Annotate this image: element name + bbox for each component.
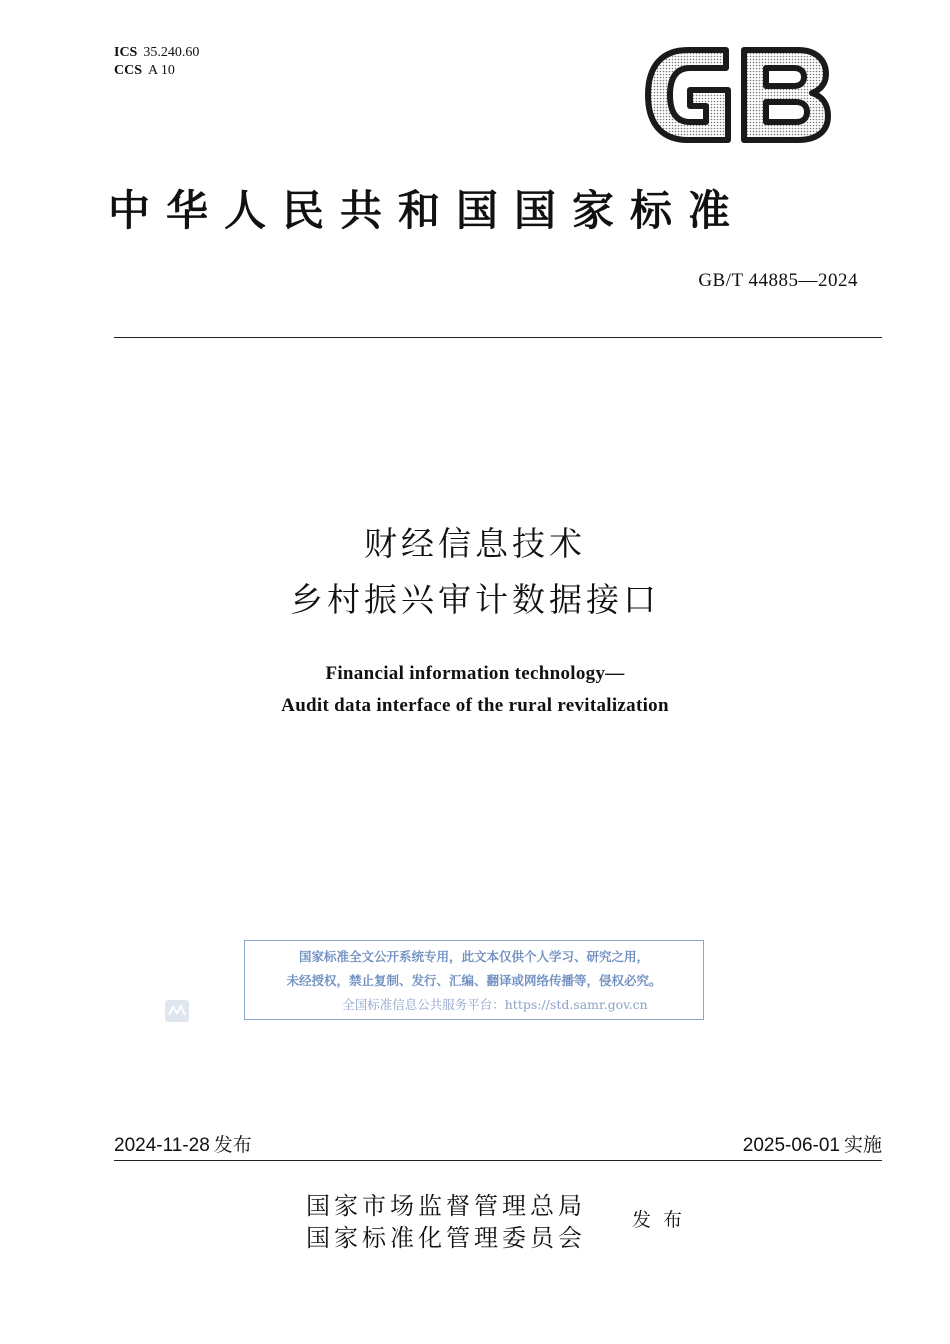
document-title-en-line1: Financial information technology— (325, 663, 625, 684)
top-divider (114, 337, 882, 338)
ics-label: ICS (114, 45, 138, 60)
effective-date-label: 实施 (843, 1134, 882, 1156)
issuer-samr: 国家市场监督管理总局 (306, 1192, 586, 1220)
classification-codes (114, 44, 199, 80)
effective-date-value: 2025-06-01 (742, 1135, 840, 1156)
ccs-label: CCS (114, 63, 143, 78)
ccs-code (114, 62, 199, 80)
issuing-authorities (306, 1190, 586, 1254)
document-title-en (0, 658, 950, 722)
publish-date (114, 1130, 252, 1157)
usage-notice-box (244, 940, 704, 1020)
document-title-zh-line1: 财经信息技术 (364, 524, 586, 563)
notice-line-2: 未经授权，禁止复制、发行、汇编、翻译或网络传播等，侵权必究。 (286, 973, 662, 988)
ccs-value: A 10 (148, 63, 175, 78)
publish-date-value: 2024-11-28 (114, 1135, 210, 1156)
standard-number: GB/T 44885—2024 (698, 270, 858, 291)
document-title-zh (0, 516, 950, 628)
notice-line-1: 国家标准全文公开系统专用，此文本仅供个人学习、研究之用， (298, 949, 649, 964)
issue-label: 发布 (632, 1209, 695, 1231)
issuer-sac: 国家标准化管理委员会 (306, 1224, 586, 1252)
effective-date (743, 1130, 882, 1157)
ics-code (114, 44, 199, 62)
samr-watermark-icon (164, 999, 190, 1023)
standard-title: 中华人民共和国国家标准 (108, 186, 747, 235)
ics-value: 35.240.60 (143, 45, 200, 60)
document-title-en-line2: Audit data interface of the rural revitalization (281, 695, 669, 716)
notice-line-3: 全国标准信息公共服务平台：https://std.samr.gov.cn (342, 997, 648, 1012)
publish-date-label: 发布 (213, 1134, 252, 1156)
bottom-divider (114, 1160, 882, 1161)
gb-logo-icon (644, 46, 832, 144)
document-title-zh-line2: 乡村振兴审计数据接口 (290, 580, 660, 619)
